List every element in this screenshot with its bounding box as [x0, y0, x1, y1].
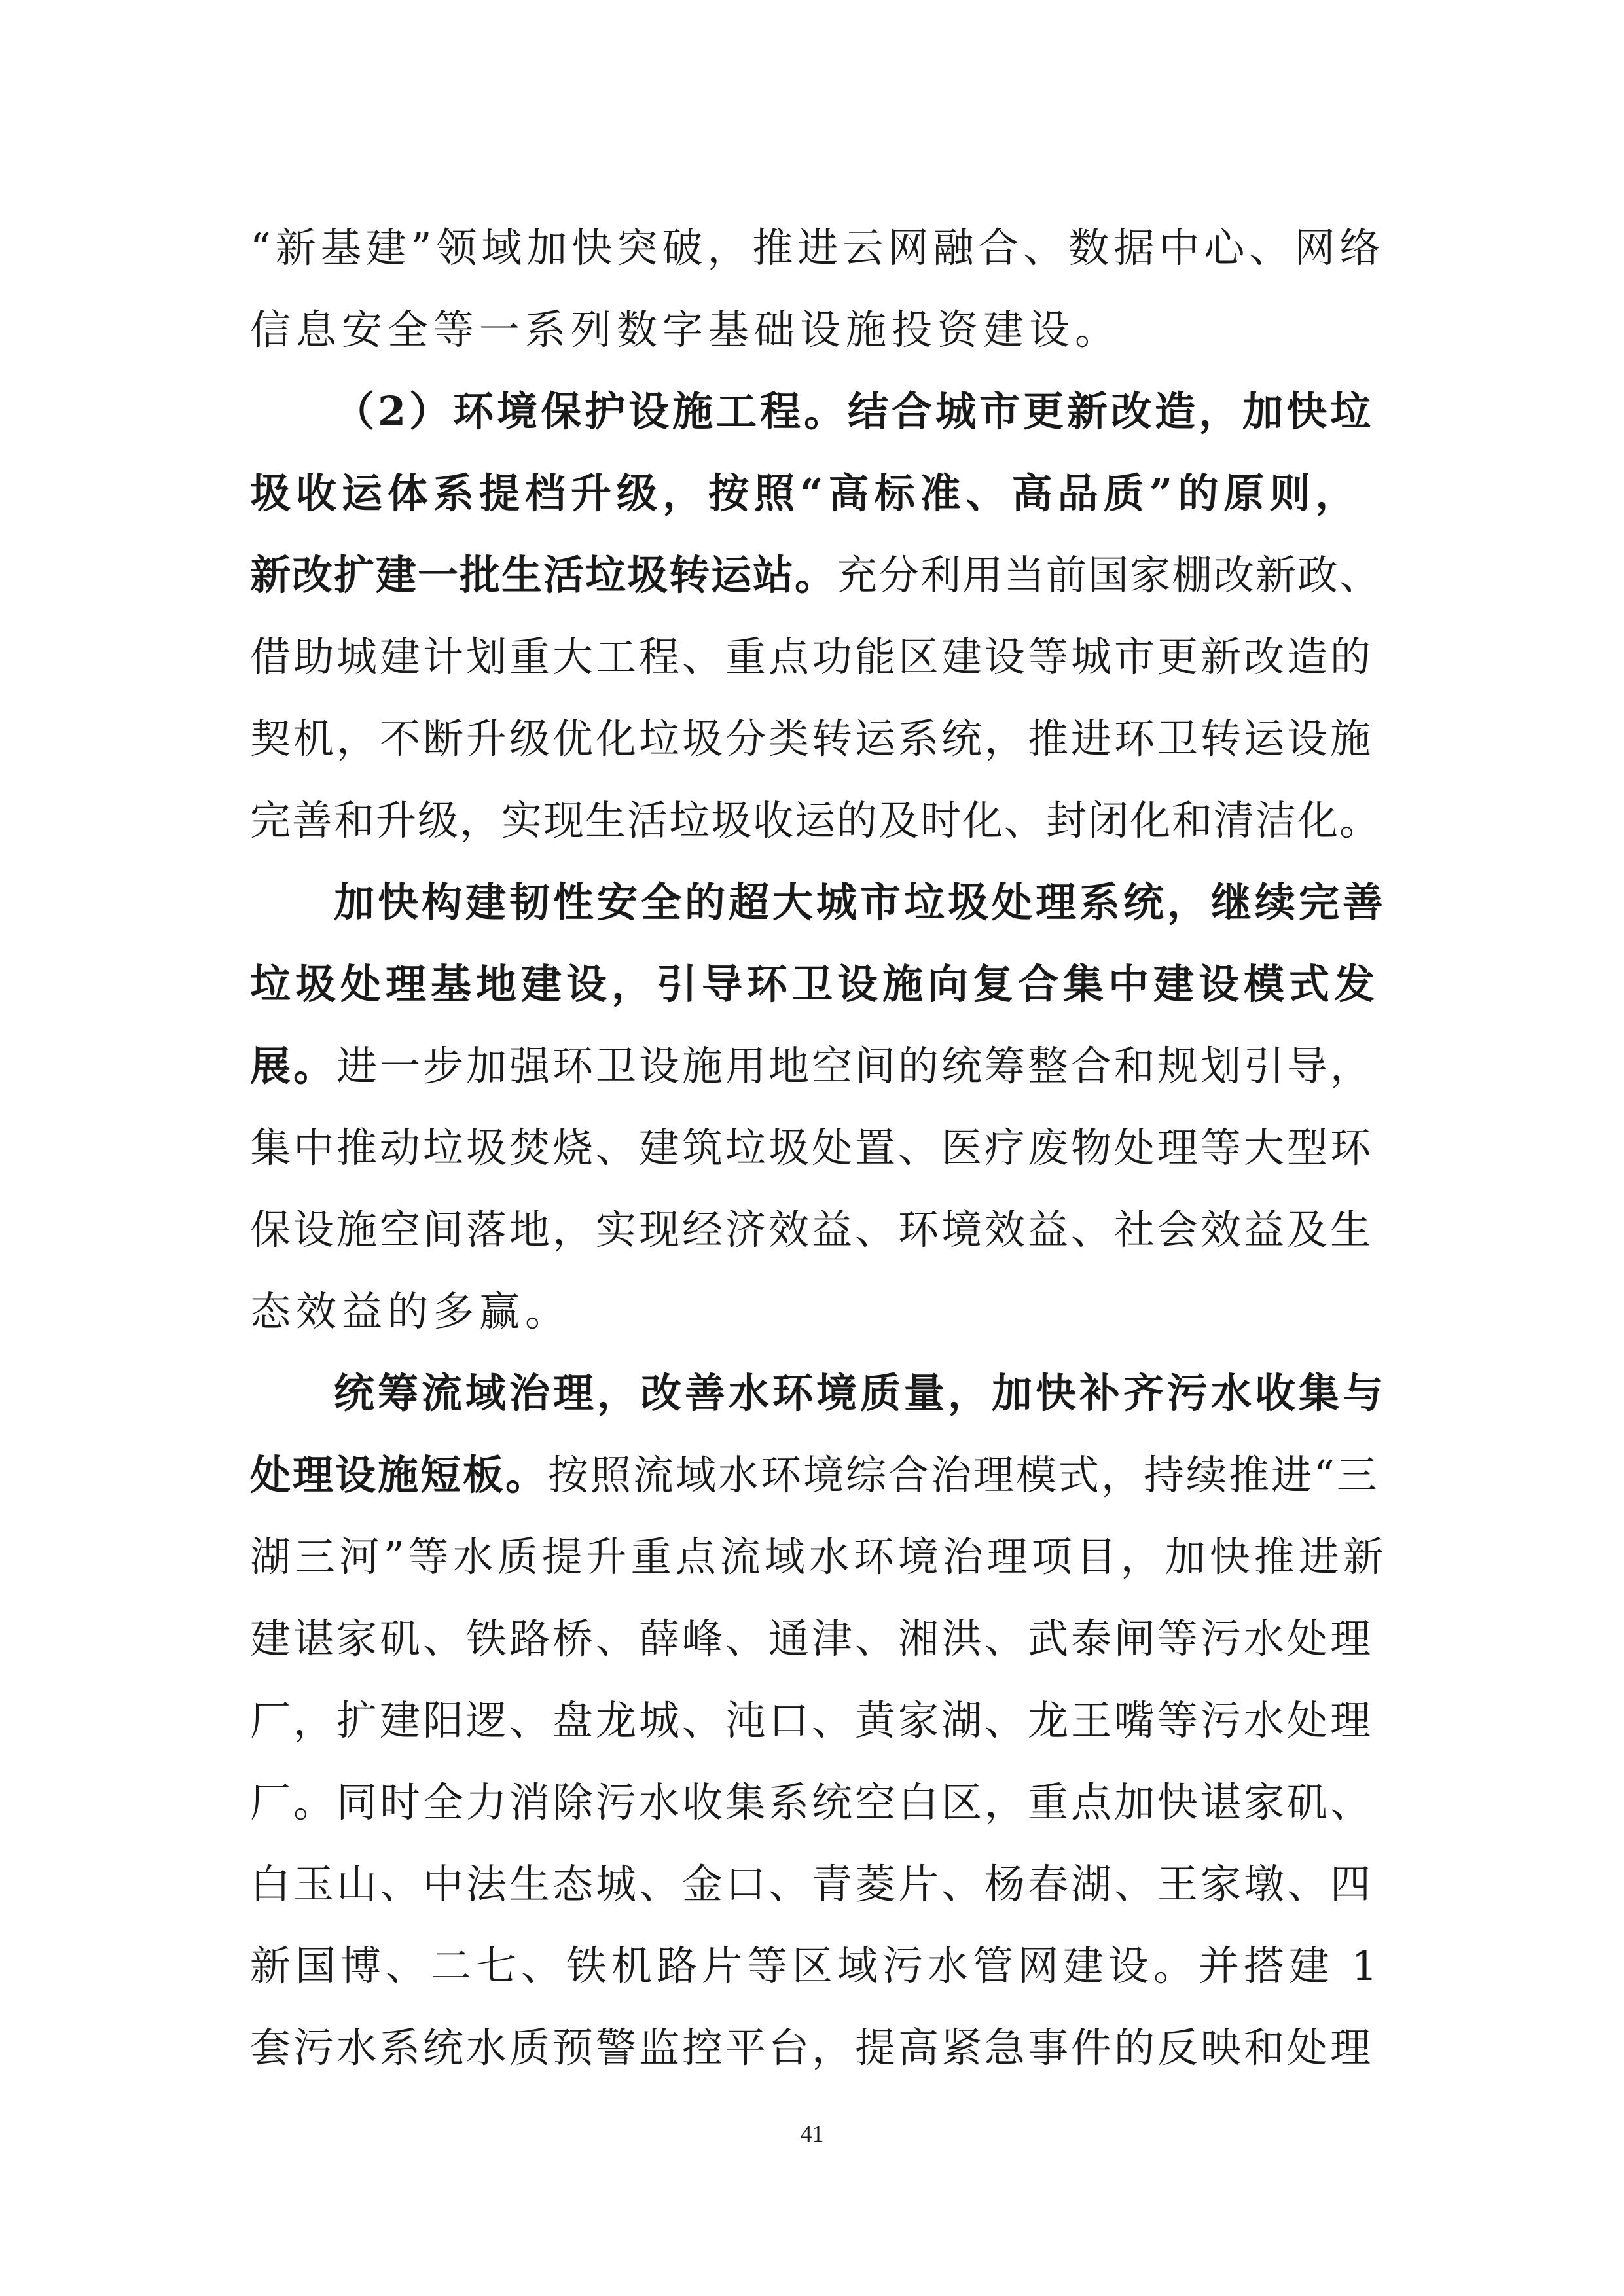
text-segment: 新国博、二七、铁机路片等区域污水管网建设。并搭建 1 [250, 1942, 1382, 1990]
text-segment: 信息安全等一系列数字基础设施投资建设。 [250, 306, 1121, 353]
text-line [250, 1778, 1389, 1826]
text-segment: 建谌家矶、铁路桥、薛峰、通津、湘洪、武泰闸等污水处理 [250, 1615, 1374, 1662]
text-segment: 白玉山、中法生态城、金口、青菱片、杨春湖、王家墩、四 [250, 1860, 1374, 1908]
text-segment: 湖三河”等水质提升重点流域水环境治理项目，加快推进新 [250, 1533, 1388, 1581]
text-segment: “新基建”领域加快突破，推进云网融合、数据中心、网络 [250, 224, 1385, 272]
text-segment: 契机，不断升级优化垃圾分类转运系统，推进环卫转运设施 [250, 715, 1374, 762]
text-segment: 加快构建韧性安全的超大城市垃圾处理系统，继续完善 [334, 878, 1387, 926]
page-number: 41 [800, 2121, 824, 2147]
text-segment: 进一步加强环卫设施用地空间的统筹整合和规划引导， [336, 1042, 1374, 1090]
text-segment: 垃圾处理基地建设，引导环卫设施向复合集中建设模式发 [250, 960, 1380, 1008]
text-segment: 厂，扩建阳逻、盘龙城、沌口、黄家湖、龙王嘴等污水处理 [250, 1696, 1374, 1744]
text-segment: 新改扩建一批生活垃圾转运站。 [250, 551, 837, 599]
text-line [250, 551, 1389, 599]
text-segment: 充分利用当前国家棚改新政、 [837, 551, 1382, 599]
text-line [250, 633, 1389, 681]
text-line [250, 715, 1389, 762]
text-segment: （2）环境保护设施工程。结合城市更新改造，加快垃 [334, 387, 1375, 435]
text-segment: 态效益的多赢。 [250, 1287, 571, 1335]
text-line [250, 1124, 1389, 1172]
text-segment: 完善和升级，实现生活垃圾收运的及时化、封闭化和清洁化。 [250, 797, 1382, 844]
text-line [250, 1042, 1389, 1090]
text-line [250, 1287, 1389, 1335]
text-segment: 厂。同时全力消除污水收集系统空白区，重点加快谌家矶、 [250, 1778, 1374, 1826]
text-line [250, 1451, 1389, 1499]
text-line [250, 960, 1389, 1008]
text-line [334, 878, 1389, 926]
text-line [334, 1369, 1389, 1417]
text-line [334, 387, 1389, 435]
text-line [250, 1615, 1389, 1662]
text-line [250, 1860, 1389, 1908]
text-segment: 套污水系统水质预警监控平台，提高紧急事件的反映和处理 [250, 2024, 1374, 2072]
text-line [250, 797, 1389, 844]
text-segment: 处理设施短板。 [250, 1451, 549, 1499]
text-segment: 圾收运体系提档升级，按照“高标准、高品质”的原则， [250, 469, 1362, 517]
text-line [250, 2024, 1389, 2072]
text-segment: 统筹流域治理，改善水环境质量，加快补齐污水收集与 [334, 1369, 1387, 1417]
text-segment: 保设施空间落地，实现经济效益、环境效益、社会效益及生 [250, 1206, 1374, 1253]
text-segment: 集中推动垃圾焚烧、建筑垃圾处置、医疗废物处理等大型环 [250, 1124, 1374, 1172]
text-segment: 展。 [250, 1042, 337, 1090]
text-line [250, 469, 1389, 517]
text-segment: 借助城建计划重大工程、重点功能区建设等城市更新改造的 [250, 633, 1374, 681]
text-line [250, 306, 1389, 353]
text-line [250, 1206, 1389, 1253]
text-line [250, 224, 1389, 272]
text-line [250, 1533, 1389, 1581]
text-line [250, 1942, 1389, 1990]
text-line [250, 1696, 1389, 1744]
text-segment: 按照流域水环境综合治理模式，持续推进“三 [548, 1451, 1379, 1499]
